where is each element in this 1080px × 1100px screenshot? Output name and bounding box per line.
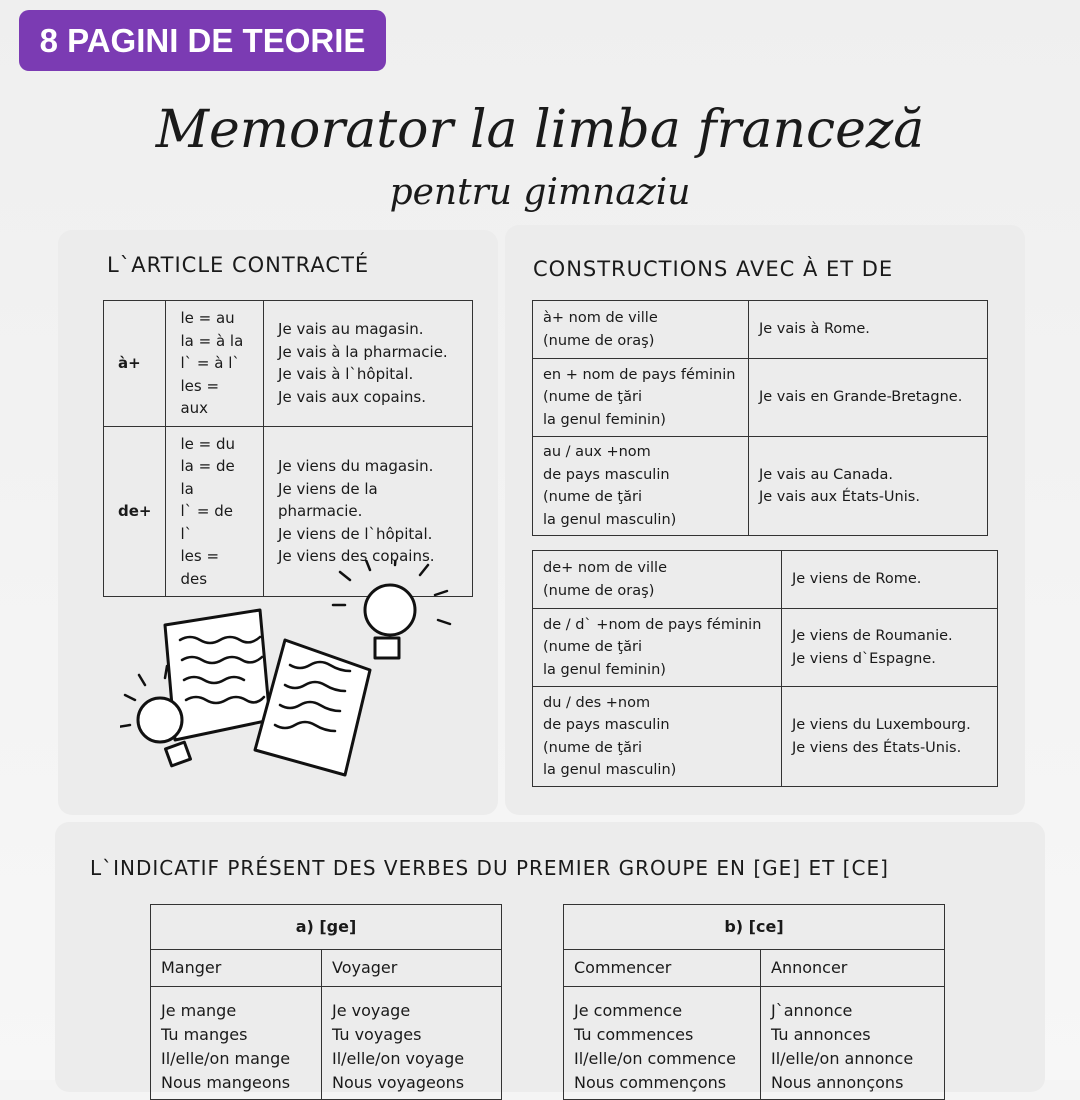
table-row — [533, 359, 988, 437]
rule-line: (nume de ţări — [543, 389, 642, 406]
rule-line: en + nom de pays féminin — [543, 366, 736, 383]
constructions-table-a — [532, 300, 988, 536]
rule-line: la genul masculin) — [543, 511, 677, 528]
example-cell — [782, 687, 998, 787]
verb-header: Manger — [151, 950, 322, 987]
example-line: Je vais aux États-Unis. — [759, 489, 920, 505]
rule-line: de pays masculin — [543, 717, 670, 733]
table-row — [533, 609, 998, 687]
article-table — [103, 300, 473, 597]
form-line: l` = de l` — [180, 502, 234, 543]
example-line: Je vais au Canada. — [759, 466, 893, 483]
verb-header: Annoncer — [761, 950, 945, 987]
conjugation-line: Je voyage — [332, 1001, 411, 1020]
rule-cell — [533, 609, 782, 687]
example-line: Je viens des États-Unis. — [792, 739, 962, 756]
conjugation-line: Tu manges — [161, 1025, 248, 1044]
verb-table-ge — [150, 904, 502, 1100]
conjugation-line: Nous voyageons — [332, 1073, 465, 1092]
rule-line: du / des +nom — [543, 694, 651, 711]
rule-line: de+ nom de ville — [543, 560, 668, 576]
form-line: les = aux — [180, 376, 220, 417]
rule-line: (nume de ţări — [543, 739, 642, 756]
verb-table-title: b) [ce] — [564, 905, 945, 950]
rule-cell — [533, 359, 749, 437]
conjugation-cell — [564, 987, 761, 1100]
example-line: Je vais aux copains. — [278, 387, 427, 406]
conjugation-line: Tu annonces — [771, 1025, 871, 1044]
example-line: Je viens de Roumanie. — [792, 628, 953, 644]
conjugation-line: Il/elle/on commence — [574, 1049, 736, 1068]
page-title: Memorator la limba franceză — [155, 100, 925, 160]
conjugation-line: Tu voyages — [332, 1025, 422, 1044]
example-line: Je viens des copains. — [278, 547, 435, 565]
conjugation-cell — [151, 987, 322, 1100]
example-line: Je viens du Luxembourg. — [792, 717, 971, 733]
row-label: à+ — [104, 301, 166, 427]
conjugation-line: Nous commençons — [574, 1073, 727, 1092]
row-label: de+ — [104, 426, 166, 597]
table-row — [533, 437, 988, 536]
papers-and-lightbulbs-illustration — [120, 560, 460, 790]
paper-icon — [255, 640, 370, 775]
example-cell — [749, 359, 988, 437]
constructions-heading: CONSTRUCTIONS AVEC À ET DE — [533, 257, 894, 281]
example-line: Je vais à la pharmacie. — [278, 342, 448, 361]
rule-line: la genul feminin) — [543, 661, 666, 678]
example-line: Je viens du magasin. — [278, 457, 434, 475]
rule-line: (nume de ţări — [543, 489, 642, 505]
example-line: Je vais à l`hôpital. — [278, 365, 414, 384]
rule-line: de pays masculin — [543, 466, 670, 483]
constructions-table-b — [532, 550, 998, 787]
indicatif-heading: L`INDICATIF PRÉSENT DES VERBES DU PREMIER GROUPE EN [GE] ET [CE] — [90, 856, 889, 880]
verb-table-ce — [563, 904, 945, 1100]
pages-badge: 8 PAGINI DE TEORIE — [19, 10, 386, 71]
table-row — [533, 301, 988, 359]
form-line: le = au — [180, 309, 235, 327]
example-cell — [782, 609, 998, 687]
conjugation-line: Il/elle/on annonce — [771, 1049, 914, 1068]
rule-line: au / aux +nom — [543, 444, 651, 460]
form-line: le = du — [180, 434, 236, 453]
conjugation-line: Nous annonçons — [771, 1073, 904, 1092]
example-line: Je viens de Rome. — [792, 571, 922, 588]
example-line: Je vais en Grande-Bretagne. — [759, 389, 963, 406]
lightbulb-icon — [365, 585, 415, 635]
examples-cell — [264, 301, 473, 427]
rule-line: la genul feminin) — [543, 411, 666, 428]
rule-line: (nume de ţări — [543, 639, 642, 656]
conjugation-cell — [761, 987, 945, 1100]
example-cell — [782, 551, 998, 609]
verb-header: Voyager — [322, 950, 502, 987]
example-line: Je viens de l`hôpital. — [278, 524, 433, 543]
conjugation-line: Je mange — [161, 1001, 237, 1020]
form-line: l` = à l` — [180, 354, 240, 372]
rule-cell — [533, 437, 749, 536]
example-line: Je vais à Rome. — [759, 321, 870, 338]
form-line: la = à la — [180, 331, 244, 350]
conjugation-line: Il/elle/on voyage — [332, 1049, 465, 1068]
table-row — [533, 551, 998, 609]
verb-header: Commencer — [564, 950, 761, 987]
page-subtitle: pentru gimnaziu — [389, 172, 691, 213]
rule-line: de / d` +nom de pays féminin — [543, 616, 762, 633]
rule-cell — [533, 301, 749, 359]
rule-cell — [533, 687, 782, 787]
lightbulb-icon — [138, 698, 182, 742]
example-line: Je viens d`Espagne. — [792, 650, 936, 667]
example-line: Je vais au magasin. — [278, 320, 424, 339]
verb-table-title: a) [ge] — [151, 905, 502, 950]
conjugation-line: Je commence — [574, 1001, 683, 1020]
table-row — [533, 687, 998, 787]
conjugation-line: Il/elle/on mange — [161, 1049, 291, 1068]
example-cell — [749, 437, 988, 536]
example-cell — [749, 301, 988, 359]
rule-line: (nume de oraş) — [543, 582, 655, 599]
form-line: les = des — [180, 547, 220, 588]
form-line: la = de la — [180, 457, 235, 498]
conjugation-cell — [322, 987, 502, 1100]
rule-line: à+ nom de ville — [543, 310, 658, 326]
rule-line: (nume de oraş) — [543, 332, 655, 349]
table-row — [104, 301, 473, 427]
rule-line: la genul masculin) — [543, 762, 677, 778]
forms-cell — [166, 301, 264, 427]
conjugation-line: J`annonce — [771, 1001, 853, 1020]
example-line: Je viens de la pharmacie. — [278, 479, 378, 520]
article-heading: L`ARTICLE CONTRACTÉ — [107, 253, 370, 277]
conjugation-line: Nous mangeons — [161, 1073, 291, 1092]
rule-cell — [533, 551, 782, 609]
conjugation-line: Tu commences — [574, 1025, 694, 1044]
